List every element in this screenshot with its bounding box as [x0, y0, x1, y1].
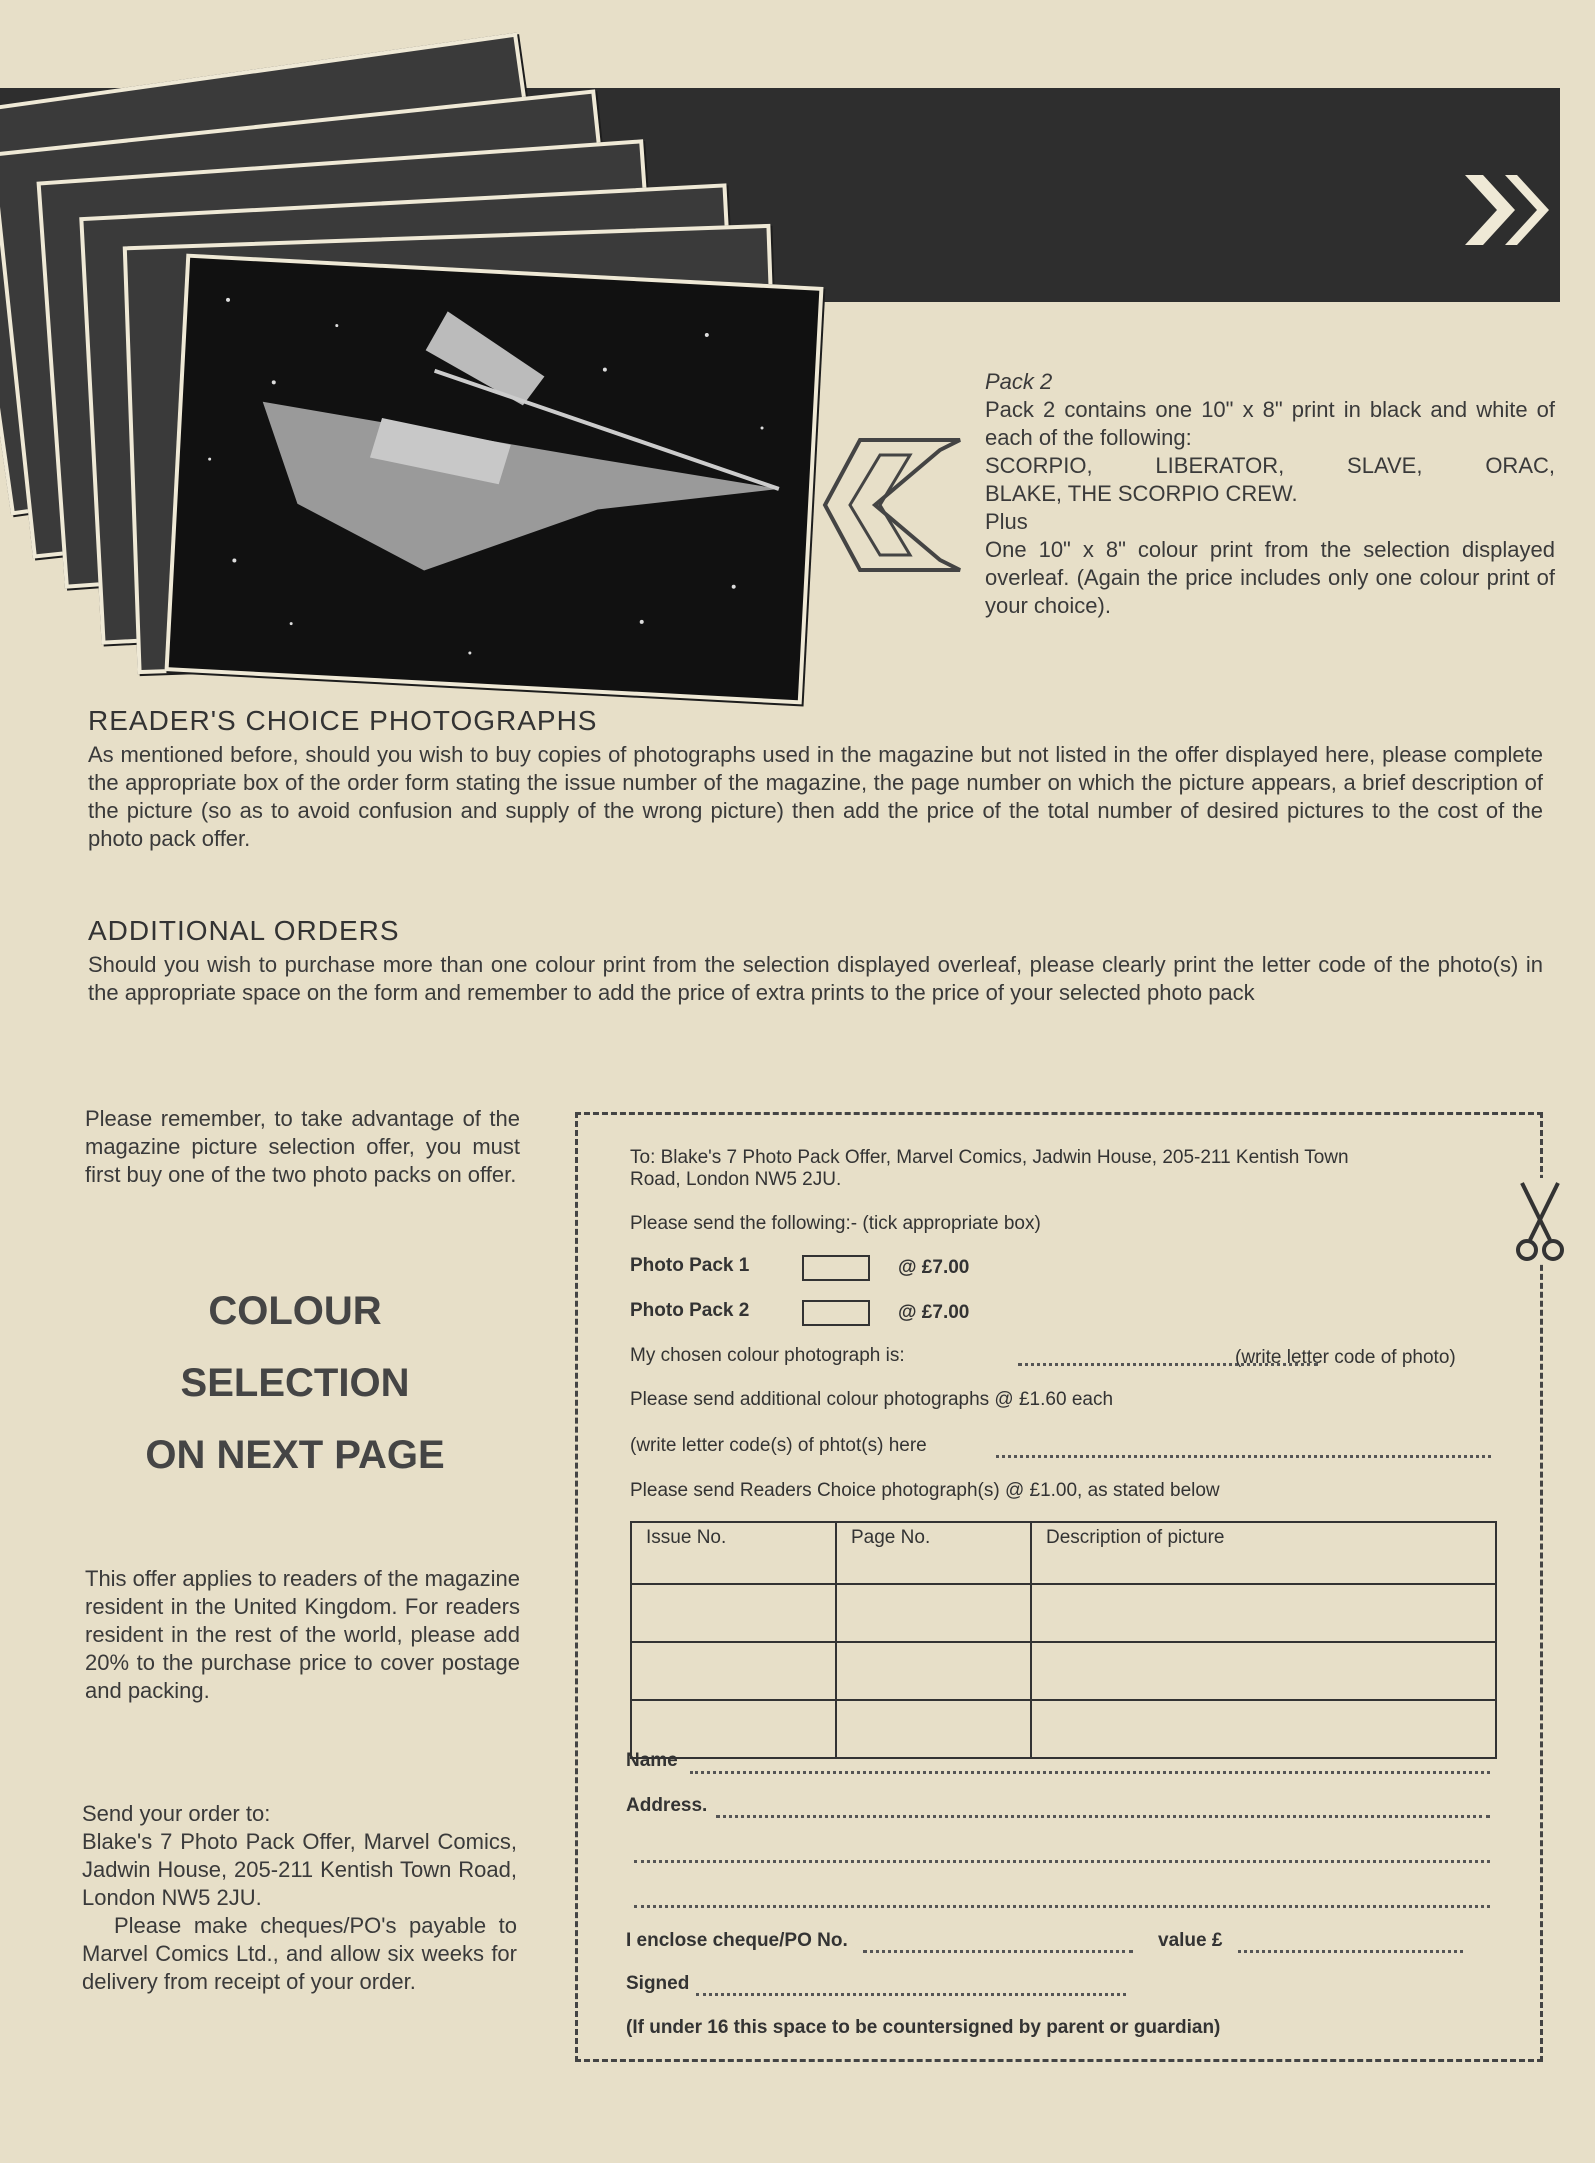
address-field-line3[interactable] — [634, 1905, 1490, 1908]
address-field-line2[interactable] — [634, 1860, 1490, 1863]
page-cell[interactable] — [836, 1584, 1031, 1642]
pack2-items-line2: BLAKE, THE SCORPIO CREW. — [985, 481, 1298, 506]
value-label: value £ — [1158, 1930, 1223, 1951]
uk-offer-note: This offer applies to readers of the magazine resident in the United Kingdom. For readers resident in the rest of the world, please add 20% to the purchase price to cover postage and packing. — [85, 1566, 520, 1703]
additional-orders-section — [88, 917, 1543, 1007]
signature-field[interactable] — [696, 1993, 1126, 1996]
readers-choice-heading: READER'S CHOICE PHOTOGRAPHS — [88, 705, 598, 736]
forward-arrows-icon — [1465, 160, 1555, 260]
pack2-description — [985, 368, 1555, 620]
pack2-items-line1: SCORPIO, LIBERATOR, SLAVE, ORAC, — [985, 453, 1555, 478]
countersign-note: (If under 16 this space to be countersigned by parent or guardian) — [626, 2017, 1221, 2038]
description-cell[interactable] — [1031, 1700, 1496, 1758]
letter-codes-label: (write letter code(s) of phtot(s) here — [630, 1435, 927, 1456]
issue-cell[interactable] — [631, 1584, 836, 1642]
description-cell[interactable] — [1031, 1642, 1496, 1700]
colour-selection-line: ON NEXT PAGE — [145, 1433, 445, 1477]
payable-note: Please make cheques/PO's payable to Marvel Comics Ltd., and allow six weeks for delivery from receipt of your order. — [82, 1913, 517, 1994]
photo-pack2-label: Photo Pack 2 — [630, 1300, 750, 1321]
order-form — [575, 1112, 1543, 2062]
liberator-ship-image — [169, 258, 820, 700]
send-order-info — [82, 1800, 517, 1996]
name-field[interactable] — [690, 1771, 1490, 1774]
name-label: Name — [626, 1750, 678, 1771]
page-cell[interactable] — [836, 1642, 1031, 1700]
issue-cell[interactable] — [631, 1642, 836, 1700]
additional-orders-heading: ADDITIONAL ORDERS — [88, 915, 400, 946]
photo-pack1-price: @ £7.00 — [898, 1257, 970, 1278]
additional-photos-label: Please send additional colour photographs @ £1.60 each — [630, 1389, 1114, 1410]
form-send-following: Please send the following:- (tick appropriate box) — [630, 1213, 1041, 1234]
form-to-line1: To: Blake's 7 Photo Pack Offer, Marvel Comics, Jadwin House, 205-211 Kentish Town — [630, 1147, 1349, 1168]
readers-choice-form-label: Please send Readers Choice photograph(s) @ £1.00, as stated below — [630, 1480, 1220, 1501]
pack2-intro: Pack 2 contains one 10" x 8" print in black and white of each of the following: — [985, 397, 1555, 450]
description-cell[interactable] — [1031, 1584, 1496, 1642]
additional-orders-body: Should you wish to purchase more than one colour print from the selection displayed overleaf, please clearly print the letter code of the photo(s) in the appropriate space on the form and remember to add the price of extra prints to the price of your selected photo pack — [88, 952, 1543, 1005]
colour-selection-line: SELECTION — [180, 1361, 410, 1405]
pack2-colour-print: One 10" x 8" colour print from the selection displayed overleaf. (Again the price includes only one colour print of your choice). — [985, 537, 1555, 618]
send-label: Send your order to: — [82, 1801, 271, 1826]
value-field[interactable] — [1238, 1950, 1463, 1953]
table-row — [631, 1642, 1496, 1700]
chosen-photo-hint: (write letter code of photo) — [1235, 1347, 1456, 1368]
send-address: Blake's 7 Photo Pack Offer, Marvel Comics, Jadwin House, 205-211 Kentish Town Road, London NW5 2JU. — [82, 1829, 517, 1910]
pack2-title: Pack 2 — [985, 369, 1053, 394]
readers-choice-table — [630, 1521, 1497, 1759]
photo-pack1-label: Photo Pack 1 — [630, 1255, 750, 1276]
table-header-issue: Issue No. — [631, 1522, 836, 1584]
table-header-page: Page No. — [836, 1522, 1031, 1584]
colour-selection-line: COLOUR — [208, 1289, 382, 1333]
back-chevron-icon — [820, 430, 970, 580]
table-header-description: Description of picture — [1031, 1522, 1496, 1584]
signed-label: Signed — [626, 1973, 690, 1994]
pack2-plus: Plus — [985, 509, 1028, 534]
letter-codes-field[interactable] — [996, 1455, 1491, 1458]
readers-choice-section — [88, 707, 1543, 853]
colour-selection-notice — [90, 1275, 500, 1491]
photo-pack2-price: @ £7.00 — [898, 1302, 970, 1323]
cheque-label: I enclose cheque/PO No. — [626, 1930, 848, 1951]
table-row — [631, 1700, 1496, 1758]
readers-choice-body: As mentioned before, should you wish to buy copies of photographs used in the magazine but not listed in the offer displayed here, please complete the appropriate box of the order form stating the issue number of the magazine, the page number on which the picture appears, a brief description of the picture (so as to avoid confusion and supply of the wrong picture) then add the price of the total number of desired pictures to the cost of the photo pack offer. — [88, 742, 1543, 851]
scissors-icon — [1510, 1178, 1570, 1263]
table-row — [631, 1584, 1496, 1642]
spaceship-photo — [164, 254, 823, 705]
photo-pack1-checkbox[interactable] — [802, 1255, 870, 1281]
page-cell[interactable] — [836, 1700, 1031, 1758]
chosen-photo-label: My chosen colour photograph is: — [630, 1345, 905, 1366]
form-to-line2: Road, London NW5 2JU. — [630, 1169, 842, 1190]
photo-pack2-checkbox[interactable] — [802, 1300, 870, 1326]
cheque-number-field[interactable] — [863, 1950, 1133, 1953]
address-label: Address. — [626, 1795, 708, 1816]
remember-note: Please remember, to take advantage of the magazine picture selection offer, you must first buy one of the two photo packs on offer. — [85, 1106, 520, 1187]
address-field[interactable] — [716, 1815, 1490, 1818]
